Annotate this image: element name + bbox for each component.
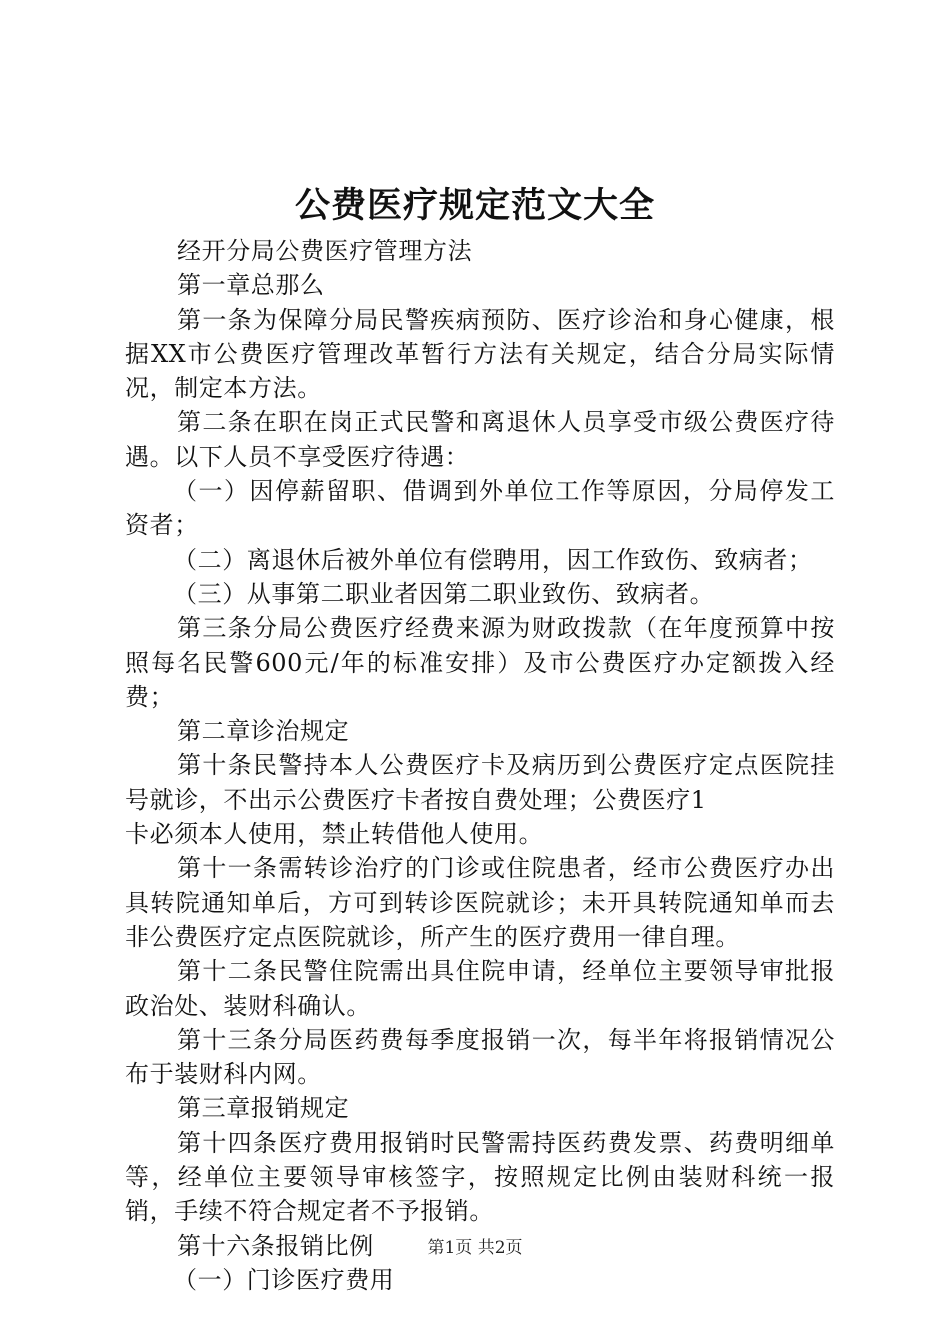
article-paragraph: 第十四条医疗费用报销时民警需持医药费发票、药费明细单等，经单位主要领导审核签字，按照规定比例由装财科统一报销，手续不符合规定者不予报销。 xyxy=(125,1128,835,1226)
chapter-heading: 第一章总那么 xyxy=(177,271,325,300)
article-paragraph: 第三条分局公费医疗经费来源为财政拨款（在年度预算中按照每名民警600元/年的标准安排）及市公费医疗办定额拨入经费； xyxy=(125,614,835,711)
article-paragraph: 第一条为保障分局民警疾病预防、医疗诊治和身心健康，根据XX市公费医疗管理改革暂行方法有关规定，结合分局实际情况，制定本方法。 xyxy=(125,305,835,403)
document-title: 公费医疗规定范文大全 xyxy=(294,185,655,226)
article-paragraph: 第十三条分局医药费每季度报销一次，每半年将报销情况公布于装财科内网。 xyxy=(125,1025,835,1089)
article-paragraph: 第十条民警持本人公费医疗卡及病历到公费医疗定点医院挂号就诊，不出示公费医疗卡者按自费处理；公费医疗1 xyxy=(125,751,835,814)
chapter-heading: 第三章报销规定 xyxy=(177,1094,350,1123)
list-item: （二）离退休后被外单位有偿聘用，因工作致伤、致病者； xyxy=(173,545,813,574)
article-paragraph: 第十六条报销比例 xyxy=(177,1231,374,1260)
list-item: （一）门诊医疗费用 xyxy=(173,1265,395,1294)
article-paragraph: 第二条在职在岗正式民警和离退休人员享受市级公费医疗待遇。以下人员不享受医疗待遇： xyxy=(125,408,835,471)
chapter-heading: 第二章诊治规定 xyxy=(177,717,350,746)
list-item: （三）从事第二职业者因第二职业致伤、致病者。 xyxy=(173,579,715,608)
article-continuation: 卡必须本人使用，禁止转借他人使用。 xyxy=(125,820,544,849)
page-number-footer: 第1页 共2页 xyxy=(427,1238,523,1258)
article-paragraph: 第十一条需转诊治疗的门诊或住院患者，经市公费医疗办出具转院通知单后，方可到转诊医院就诊；未开具转院通知单而去非公费医疗定点医院就诊，所产生的医疗费用一律自理。 xyxy=(125,854,835,951)
document-body xyxy=(125,234,835,1297)
list-item: （一）因停薪留职、借调到外单位工作等原因，分局停发工资者； xyxy=(125,477,835,540)
article-paragraph: 第十二条民警住院需出具住院申请，经单位主要领导审批报政治处、装财科确认。 xyxy=(125,957,835,1020)
paragraph-intro: 经开分局公费医疗管理方法 xyxy=(177,237,473,265)
